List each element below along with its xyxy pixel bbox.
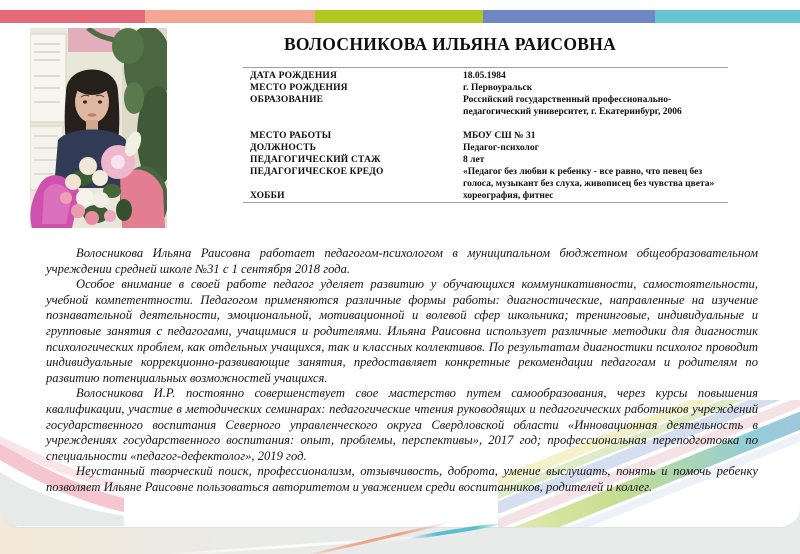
field-value: Педагог-психолог <box>463 143 539 153</box>
top-bar-segment-blue <box>483 10 655 23</box>
field-label: ХОББИ <box>250 191 285 201</box>
field-label: ПЕДАГОГИЧЕСКОЕ КРЕДО <box>250 167 384 177</box>
field-value: Российский государственный профессионально-педагогический университет, г. Екатеринбург, 2006 <box>463 95 682 117</box>
field-value: МБОУ СШ № 31 <box>463 131 536 141</box>
field-value: хореография, фитнес <box>463 191 554 201</box>
top-bar-segment-teal <box>655 10 800 23</box>
field-value: «Педагог без любви к ребенку - все равно, что певец без голоса, музыкант без слуха, живописец без чувства цвета» <box>463 167 715 189</box>
table-row <box>250 70 728 82</box>
field-value: 18.05.1984 <box>463 71 506 81</box>
top-bar-segment-green <box>315 10 483 23</box>
table-row <box>250 94 728 118</box>
field-label: ПЕДАГОГИЧЕСКИЙ СТАЖ <box>250 155 381 165</box>
page-title: ВОЛОСНИКОВА ИЛЬЯНА РАИСОВНА <box>283 34 617 54</box>
divider-bottom <box>243 202 728 203</box>
divider-top <box>243 67 728 68</box>
table-row <box>250 154 728 166</box>
profile-info-table <box>250 70 728 202</box>
field-label: ДОЛЖНОСТЬ <box>250 143 317 153</box>
bio-paragraph-3: Волосникова И.Р. постоянно совершенствует свое мастерство путем самообразования, через курсы повышения квалификации, участие в методических семинарах: педагогические чтения руководящих и педагогических работников учреждений государственного воспитания Северного управленческого округа Свердловской области «Инновационная деятельность в учреждениях государственного воспитания: опыт, проблемы, перспективы», 2017 год; профессиональная переподготовка по специальности «педагог-дефектолог», 2019 год. <box>46 386 758 463</box>
field-label: ОБРАЗОВАНИЕ <box>250 95 324 105</box>
profile-photo-art <box>30 28 167 228</box>
top-bar-segment-salmon <box>145 10 315 23</box>
table-row <box>250 82 728 94</box>
field-label: ДАТА РОЖДЕНИЯ <box>250 71 338 81</box>
bio-paragraph-2: Особое внимание в своей работе педагог уделяет развитию у обучающихся коммуникативности, самостоятельности, учебной компетентности. Педагогом применяются различные формы работы: диагностические, направленные на изучение познавательной деятельности, эмоциональной, мотивационной и волевой сфер школьника; тренинговые, индивидуальные и групповые занятия с педагогами, учащимися и родителями. Ильяна Раисовна использует различные методики для диагностик психологических проблем, как отдельных учащихся, так и классных коллективов. По результатам диагностики психолог проводит индивидуальные коррекционно-развивающие занятия, предоставляет конкретные рекомендации педагогам и родителям по развитию потенциальных возможностей учащихся. <box>46 277 758 385</box>
field-value: г. Первоуральск <box>463 83 533 93</box>
field-value: 8 лет <box>463 155 485 165</box>
biography-text <box>46 246 758 496</box>
bio-paragraph-4: Неустанный творческий поиск, профессионализм, отзывчивость, доброта, умение выслушать, понять и помочь ребенку позволяет Ильяне Раисовне пользоваться авторитетом и уважением среди воспитанников, родителей и коллег. <box>46 464 758 494</box>
bio-paragraph-1: Волосникова Ильяна Раисовна работает педагогом-психологом в муниципальном бюджетном общеобразовательном учреждении средней школе №31 с 1 сентября 2018 года. <box>46 246 758 276</box>
table-row <box>250 190 728 202</box>
profile-photo <box>30 28 167 228</box>
field-label: МЕСТО РОЖДЕНИЯ <box>250 83 348 93</box>
top-color-bar <box>0 10 800 23</box>
table-row <box>250 142 728 154</box>
field-label: МЕСТО РАБОТЫ <box>250 131 332 141</box>
table-row <box>250 130 728 142</box>
top-bar-segment-red <box>0 10 145 23</box>
table-row <box>250 166 728 190</box>
